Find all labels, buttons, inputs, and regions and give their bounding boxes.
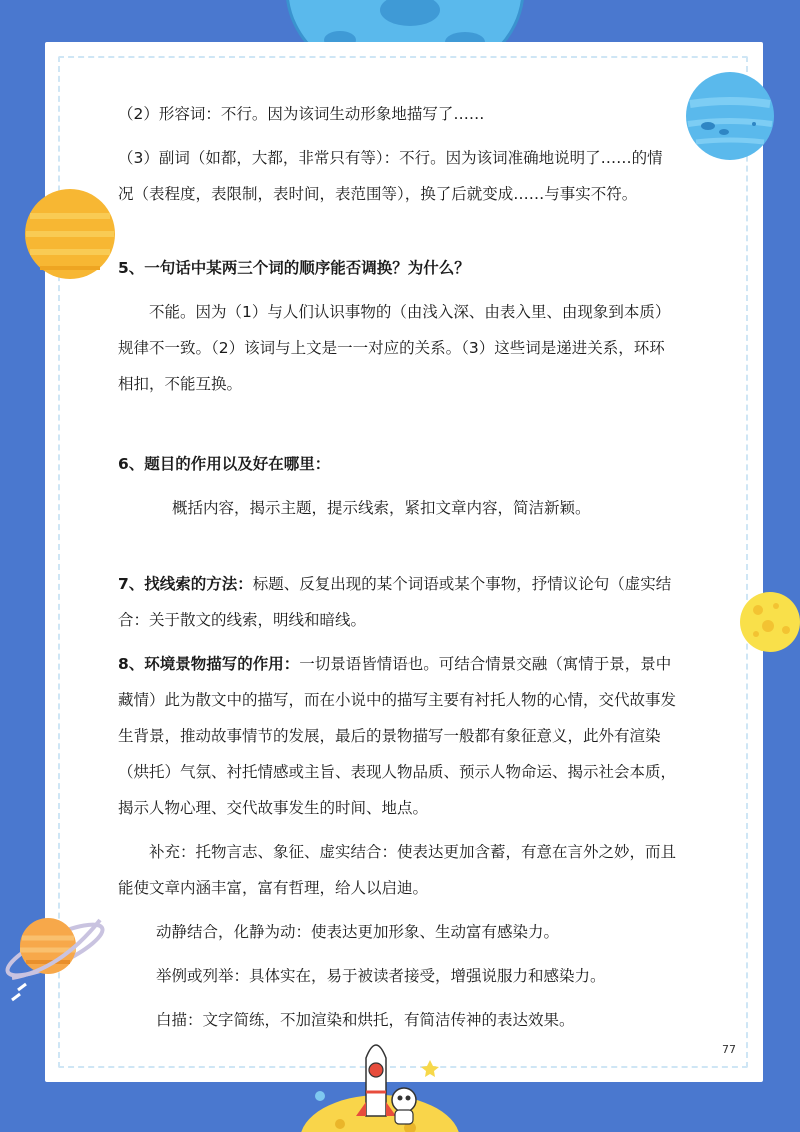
rocket-astronaut-icon [300, 1030, 460, 1132]
section8-body: 一切景语皆情语也。可结合情景交融（寓情于景，景中藏情）此为散文中的描写，而在小说中的描写主要有衬托人物的心情，交代故事发生背景，推动故事情节的发展，最后的景物描写一般都有象征意义，此外有渲染（烘托）气氛、衬托情感或主旨、表现人物品质、预示人物命运、揭示社会本质，揭示人物心理、交代故事发生的时间、地点。 [118, 655, 677, 817]
document-body [118, 96, 678, 1038]
section5-heading: 5、一句话中某两三个词的顺序能否调换？为什么？ [118, 259, 470, 277]
section7-body: 标题、反复出现的某个词语或某个事物，抒情议论句（虚实结合：关于散文的线索，明线和暗线。 [118, 575, 672, 629]
section6-body: 概括内容，揭示主题，提示线索，紧扣文章内容，简洁新颖。 [172, 499, 591, 517]
section7-paragraph [118, 566, 678, 638]
ringed-planet-icon [0, 900, 110, 1010]
supplement-paragraph-3: 举例或列举：具体实在，易于被读者接受，增强说服力和感染力。 [156, 967, 606, 985]
yellow-moon-icon [736, 590, 800, 654]
section5-body: 不能。因为（1）与人们认识事物的（由浅入深、由表入里、由现象到本质）规律不一致。（2）该词与上文是一一对应的关系。（3）这些词是递进关系，环环相扣，不能互换。 [118, 303, 671, 393]
section8-heading: 8、环境景物描写的作用： [118, 655, 300, 673]
section7-heading: 7、找线索的方法： [118, 575, 253, 593]
orange-planet-icon [22, 186, 118, 282]
blue-planet-icon [682, 68, 778, 164]
adjective-paragraph: （2）形容词：不行。因为该词生动形象地描写了…… [118, 105, 485, 123]
supplement-paragraph-2: 动静结合，化静为动：使表达更加形象、生动富有感染力。 [156, 923, 560, 941]
section6-heading: 6、题目的作用以及好在哪里： [118, 455, 331, 473]
adverb-paragraph: （3）副词（如都，大都，非常只有等）：不行。因为该词准确地说明了……的情况（表程度，表限制，表时间，表范围等），换了后就变成……与事实不符。 [118, 149, 663, 203]
page-number: 77 [722, 1043, 736, 1056]
supplement-paragraph-1: 补充：托物言志、象征、虚实结合：使表达更加含蓄，有意在言外之妙，而且能使文章内涵丰富，富有哲理，给人以启迪。 [118, 843, 677, 897]
section8-paragraph [118, 646, 678, 826]
supplement-paragraph-4: 白描：文字简练，不加渲染和烘托，有简洁传神的表达效果。 [156, 1011, 575, 1029]
